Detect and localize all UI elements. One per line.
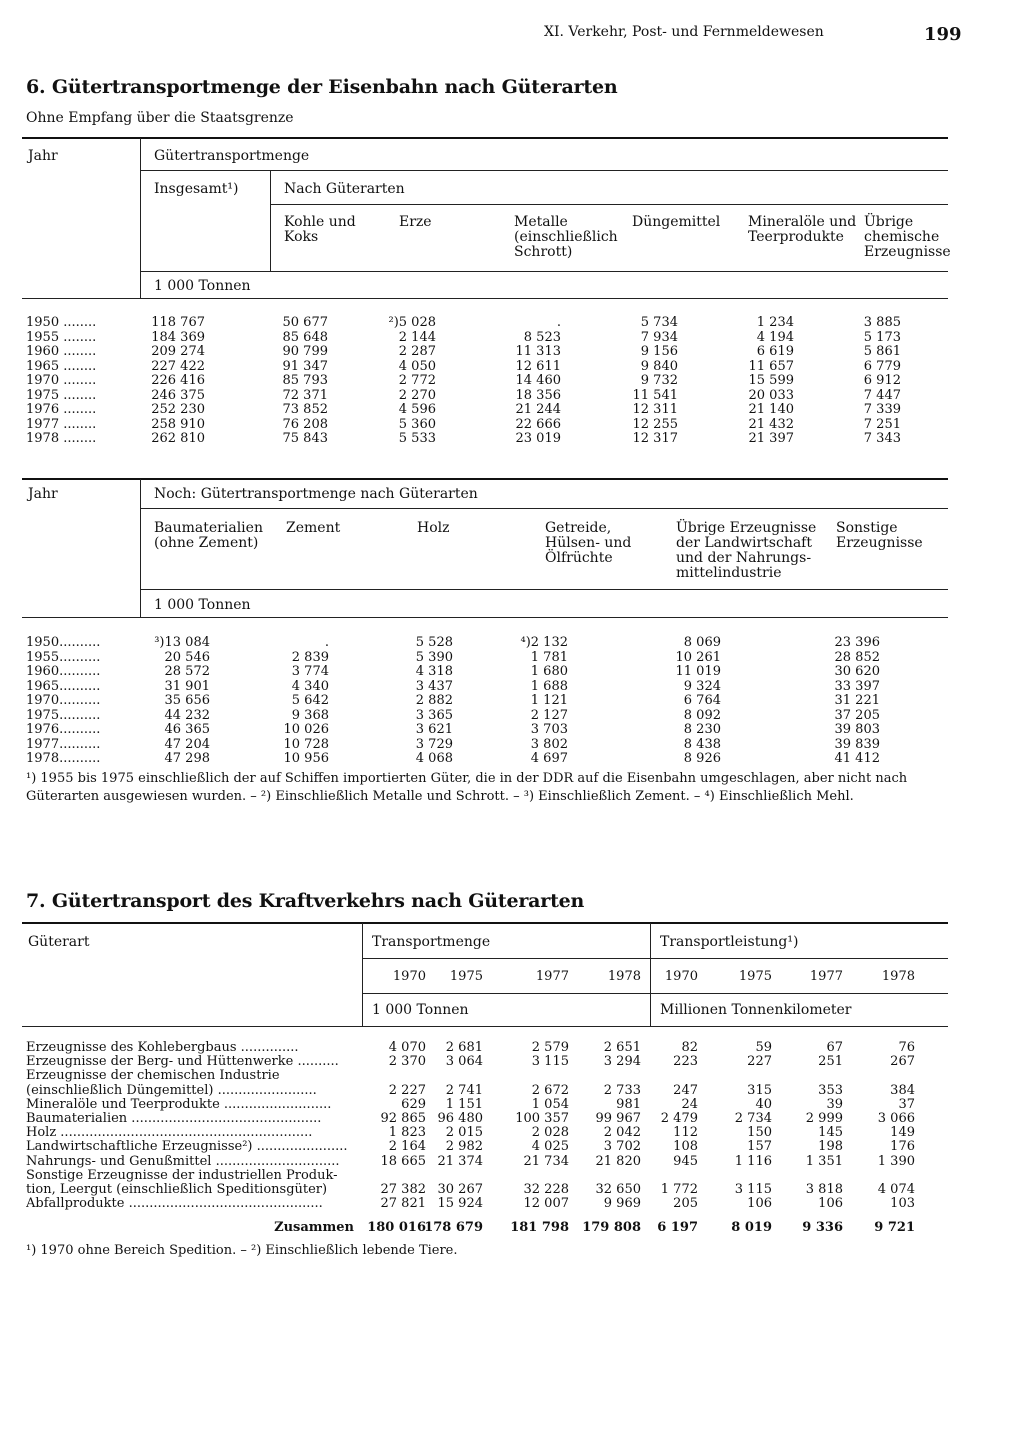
t7-cell: 59 bbox=[755, 1040, 772, 1055]
t6p1-vline2 bbox=[270, 171, 271, 272]
t7-cell: 198 bbox=[818, 1139, 843, 1155]
t7-row-label: Erzeugnisse des Kohlebergbaus .............. bbox=[26, 1041, 299, 1055]
t7-cell: 629 bbox=[401, 1096, 426, 1112]
t6p2-cell: 9 368 bbox=[291, 707, 329, 723]
t7-row-label: tion, Leergut (einschließlich Speditionsgüter) bbox=[26, 1183, 328, 1197]
t6p1-col-chemisch: Übrige chemische Erzeugnisse bbox=[864, 214, 951, 260]
t6p2-cell: 1 688 bbox=[530, 678, 568, 694]
t7-cell: 384 bbox=[890, 1082, 915, 1098]
t6p2-cell: 10 728 bbox=[283, 736, 329, 752]
t6p1-cell: 6 912 bbox=[863, 373, 901, 388]
t7-cell: 267 bbox=[890, 1054, 915, 1070]
t6p2-cell: 4 318 bbox=[415, 664, 453, 679]
t7-cell: 3 115 bbox=[734, 1182, 772, 1197]
t7-cell: 2 028 bbox=[531, 1125, 569, 1141]
t7-year-header: 1975 bbox=[449, 969, 483, 984]
t6p2-vline bbox=[140, 479, 141, 617]
t6p1-cell: 21 244 bbox=[515, 402, 561, 417]
t6p2-col-baumat: Baumaterialien (ohne Zement) bbox=[154, 520, 263, 551]
t7-cell: 2 479 bbox=[660, 1111, 698, 1126]
t6p1-cell: 85 648 bbox=[282, 329, 328, 345]
t6p2-col-zement: Zement bbox=[286, 520, 341, 536]
t7-unit2: Millionen Tonnenkilometer bbox=[660, 1002, 852, 1018]
t7-row-label: Mineralöle und Teerprodukte .......................... bbox=[26, 1097, 332, 1112]
t6p2-row-year: 1977.......... bbox=[26, 737, 101, 752]
t7-cell: 981 bbox=[616, 1096, 641, 1112]
t7-cell: 2 999 bbox=[805, 1111, 843, 1126]
t6p2-cell: 10 956 bbox=[283, 751, 329, 766]
t6p2-cell: 39 803 bbox=[834, 722, 880, 737]
t6p2-row-year: 1965.......... bbox=[26, 679, 101, 694]
t7-total-cell: 6 197 bbox=[657, 1220, 698, 1235]
t7-cell: 2 741 bbox=[445, 1082, 483, 1098]
t7-cell: 945 bbox=[673, 1153, 698, 1169]
t6p1-rule bbox=[141, 170, 948, 171]
t7-cell: 67 bbox=[826, 1040, 843, 1055]
t6p1-cell: 21 140 bbox=[748, 402, 794, 417]
t6p1-cell: 72 371 bbox=[282, 387, 328, 403]
t7-cell: 1 116 bbox=[734, 1153, 772, 1169]
t6p2-cell: ⁴)2 132 bbox=[520, 635, 568, 650]
t7-cell: 18 665 bbox=[380, 1153, 426, 1169]
t6p1-header-bottom-rule bbox=[22, 298, 948, 299]
t7-cell: 112 bbox=[673, 1125, 698, 1141]
t7-cell: 27 821 bbox=[380, 1196, 426, 1212]
t7-cell: 2 982 bbox=[445, 1139, 483, 1155]
t6p2-cell: 31 901 bbox=[164, 678, 210, 694]
t7-cell: 9 969 bbox=[603, 1196, 641, 1212]
t6p1-col-erze: Erze bbox=[399, 214, 432, 230]
t6p1-cell: 7 934 bbox=[640, 329, 678, 345]
t6p2-cell: 37 205 bbox=[834, 707, 880, 723]
t7-total-cell: 8 019 bbox=[731, 1220, 772, 1235]
t6p1-row-year: 1960 ........ bbox=[26, 345, 97, 359]
t7-total-cell: 180 016 bbox=[367, 1220, 426, 1235]
running-header: XI. Verkehr, Post- und Fernmeldewesen bbox=[544, 24, 824, 40]
page-number: 199 bbox=[924, 24, 962, 45]
t7-cell: 205 bbox=[673, 1196, 698, 1212]
t6p1-cell: 6 779 bbox=[863, 358, 901, 374]
t7-cell: 227 bbox=[747, 1054, 772, 1070]
t6p2-row-year: 1976.......... bbox=[26, 723, 101, 737]
t6p1-cell: 8 523 bbox=[523, 329, 561, 345]
t7-cell: 76 bbox=[898, 1040, 915, 1055]
t6p2-cell: 47 204 bbox=[164, 736, 210, 752]
t6p2-cell: 33 397 bbox=[834, 678, 880, 694]
t6p1-cell: 11 541 bbox=[632, 387, 678, 403]
t7-cell: 106 bbox=[747, 1196, 772, 1212]
t6p1-total-header: Insgesamt¹) bbox=[154, 181, 239, 197]
t6p2-cell: 9 324 bbox=[683, 678, 721, 694]
t7-unit1: 1 000 Tonnen bbox=[372, 1002, 469, 1018]
t6p2-cell: 1 121 bbox=[530, 693, 568, 708]
t6p2-cell: 5 528 bbox=[415, 635, 453, 650]
t6p2-cell: 46 365 bbox=[164, 722, 210, 737]
t6p1-rule3 bbox=[141, 271, 948, 272]
t7-cell: 12 007 bbox=[523, 1196, 569, 1212]
t7-cell: 150 bbox=[747, 1125, 772, 1141]
t6p1-cell: 15 599 bbox=[748, 373, 794, 388]
t6p2-cell: 31 221 bbox=[834, 693, 880, 708]
t7-cell: 15 924 bbox=[437, 1196, 483, 1212]
t6p2-cell: 3 621 bbox=[415, 722, 453, 737]
table6-title: 6. Gütertransportmenge der Eisenbahn nach Güterarten bbox=[26, 76, 618, 98]
t6p1-cell: 226 416 bbox=[151, 373, 205, 388]
t7-header-bottom-rule bbox=[22, 1026, 948, 1027]
t6p2-cell: . bbox=[324, 635, 329, 650]
t6p1-cell: 20 033 bbox=[748, 387, 794, 403]
t7-cell: 82 bbox=[681, 1040, 698, 1055]
t6p1-cell: 1 234 bbox=[756, 315, 794, 330]
t7-cell: 2 042 bbox=[603, 1125, 641, 1141]
t6p1-cell: 262 810 bbox=[151, 431, 205, 446]
t7-cell: 2 164 bbox=[388, 1139, 426, 1155]
t6p1-cell: 9 732 bbox=[640, 373, 678, 388]
t6p1-cell: 12 255 bbox=[632, 416, 678, 432]
t6p1-cell: 7 343 bbox=[863, 431, 901, 446]
t6p1-cell: 90 799 bbox=[282, 344, 328, 359]
t7-row-label: Abfallprodukte ............................................... bbox=[26, 1197, 323, 1212]
t7-cell: 2 227 bbox=[388, 1082, 426, 1098]
t7-cell: 21 374 bbox=[437, 1153, 483, 1169]
t6p2-unit: 1 000 Tonnen bbox=[154, 597, 251, 613]
t6p2-header-bottom-rule bbox=[22, 617, 948, 618]
t7-total-cell: 9 721 bbox=[874, 1220, 915, 1235]
t7-cell: 3 702 bbox=[603, 1139, 641, 1155]
t6p1-cell: 23 019 bbox=[515, 431, 561, 446]
table7-title: 7. Gütertransport des Kraftverkehrs nach Güterarten bbox=[26, 890, 585, 912]
t7-cell: 315 bbox=[747, 1082, 772, 1098]
t6p1-cell: 227 422 bbox=[151, 358, 205, 374]
table7-footnote: ¹) 1970 ohne Bereich Spedition. – ²) Einschließlich lebende Tiere. bbox=[26, 1243, 458, 1258]
t6p1-row-year: 1976 ........ bbox=[26, 403, 97, 417]
t7-year-header: 1978 bbox=[881, 969, 915, 984]
t6p2-cell: 10 261 bbox=[675, 649, 721, 665]
t6p2-cell: 20 546 bbox=[164, 649, 210, 665]
t7-cell: 1 823 bbox=[388, 1125, 426, 1141]
t6p1-cell: 18 356 bbox=[515, 387, 561, 403]
t6p2-cell: 8 069 bbox=[683, 635, 721, 650]
t7-row-label: Landwirtschaftliche Erzeugnisse²) ...................... bbox=[26, 1140, 348, 1155]
t7-cell: 149 bbox=[890, 1125, 915, 1141]
t6p2-col-sonstige: Sonstige Erzeugnisse bbox=[836, 520, 923, 551]
t6p2-cell: 39 839 bbox=[834, 736, 880, 752]
t6p2-cell: 5 642 bbox=[291, 693, 329, 708]
t6p1-cell: 5 734 bbox=[640, 315, 678, 330]
t7-cell: 1 151 bbox=[445, 1096, 483, 1112]
t6p1-row-year: 1970 ........ bbox=[26, 374, 97, 388]
t7-cell: 2 734 bbox=[734, 1111, 772, 1126]
t6p2-cell: 3 774 bbox=[291, 664, 329, 679]
t7-cell: 223 bbox=[673, 1054, 698, 1070]
t7-year-header: 1975 bbox=[738, 969, 772, 984]
t6p1-group-header: Gütertransportmenge bbox=[154, 148, 310, 164]
t6p1-cell: 76 208 bbox=[282, 416, 328, 432]
t6p1-col-mineraloel: Mineralöle und Teerprodukte bbox=[748, 214, 857, 245]
t7-year-header: 1977 bbox=[809, 969, 843, 984]
t6p2-rule2 bbox=[141, 589, 948, 590]
t6p2-jahr-header: Jahr bbox=[28, 486, 58, 502]
t7-cell: 145 bbox=[818, 1125, 843, 1141]
t6p1-cell: 91 347 bbox=[282, 358, 328, 374]
t6p2-row-year: 1970.......... bbox=[26, 694, 101, 708]
t7-cell: 2 015 bbox=[445, 1125, 483, 1141]
t7-cell: 100 357 bbox=[515, 1111, 569, 1126]
t6p1-cell: 12 311 bbox=[632, 402, 678, 417]
t6p2-cell: 5 390 bbox=[415, 649, 453, 665]
t6p2-cell: 3 802 bbox=[530, 736, 568, 752]
t7-cell: 96 480 bbox=[437, 1111, 483, 1126]
t6p2-cell: 8 926 bbox=[683, 751, 721, 766]
t7-cell: 21 734 bbox=[523, 1153, 569, 1169]
t7-cell: 99 967 bbox=[595, 1111, 641, 1126]
t7-cell: 247 bbox=[673, 1082, 698, 1098]
t7-row-label: (einschließlich Düngemittel) ........................ bbox=[26, 1083, 317, 1098]
t6p2-row-year: 1950.......... bbox=[26, 636, 101, 650]
t6p2-cell: ³)13 084 bbox=[154, 635, 210, 650]
t6p1-row-year: 1965 ........ bbox=[26, 359, 97, 374]
t6p1-col-metalle: Metalle (einschließlich Schrott) bbox=[514, 214, 618, 260]
t7-total-cell: 9 336 bbox=[802, 1220, 843, 1235]
t7-group1-header: Transportmenge bbox=[372, 934, 491, 950]
t6p2-cell: 3 365 bbox=[415, 707, 453, 723]
t7-cell: 2 651 bbox=[603, 1040, 641, 1055]
t7-cell: 3 115 bbox=[531, 1054, 569, 1070]
t6p2-cell: 4 068 bbox=[415, 751, 453, 766]
t6p1-cell: 11 657 bbox=[748, 358, 794, 374]
t6p1-cell: 5 533 bbox=[398, 431, 436, 446]
t7-year-header: 1977 bbox=[535, 969, 569, 984]
t7-cell: 24 bbox=[681, 1096, 698, 1112]
t6p2-row-year: 1955.......... bbox=[26, 650, 101, 665]
t6p1-row-year: 1955 ........ bbox=[26, 330, 97, 345]
t6p2-cell: 47 298 bbox=[164, 751, 210, 766]
t6p1-cell: 21 432 bbox=[748, 416, 794, 432]
t7-cell: 4 025 bbox=[531, 1139, 569, 1155]
t6p1-cell: 3 885 bbox=[863, 315, 901, 330]
t6p1-cell: 12 611 bbox=[515, 358, 561, 374]
t6p1-cell: 4 050 bbox=[398, 358, 436, 374]
t6p1-cell: 14 460 bbox=[515, 373, 561, 388]
t6p1-cell: 5 173 bbox=[863, 329, 901, 345]
t6p2-row-year: 1975.......... bbox=[26, 708, 101, 723]
t7-vline bbox=[362, 923, 363, 1027]
t7-cell: 108 bbox=[673, 1139, 698, 1155]
t6p1-jahr-header: Jahr bbox=[28, 148, 58, 164]
t7-total-cell: 181 798 bbox=[510, 1220, 569, 1235]
t7-cell: 1 054 bbox=[531, 1096, 569, 1112]
t6p1-cell: 11 313 bbox=[515, 344, 561, 359]
t7-cell: 32 228 bbox=[523, 1182, 569, 1197]
t6p1-cell: 12 317 bbox=[632, 431, 678, 446]
t7-cell: 176 bbox=[890, 1139, 915, 1155]
t6p1-subgroup-header: Nach Güterarten bbox=[284, 181, 405, 197]
t7-cell: 37 bbox=[898, 1096, 915, 1112]
t6p2-cell: 8 092 bbox=[683, 707, 721, 723]
t6p2-cell: 2 882 bbox=[415, 693, 453, 708]
t6p1-cell: 21 397 bbox=[748, 431, 794, 446]
t6p2-cell: 4 340 bbox=[291, 678, 329, 694]
t6p2-cell: 1 781 bbox=[530, 649, 568, 665]
t6p1-cell: . bbox=[556, 315, 561, 330]
t7-cell: 30 267 bbox=[437, 1182, 483, 1197]
t6p2-cell: 3 437 bbox=[415, 678, 453, 694]
t7-total-cell: 179 808 bbox=[582, 1220, 641, 1235]
t6p1-cell: 2 144 bbox=[398, 329, 436, 345]
t7-cell: 1 772 bbox=[660, 1182, 698, 1197]
table6-mid-rule bbox=[22, 478, 948, 480]
t7-cell: 3 066 bbox=[877, 1111, 915, 1126]
t6p2-cell: 35 656 bbox=[164, 693, 210, 708]
t6p1-cell: 246 375 bbox=[151, 387, 205, 403]
t7-cell: 27 382 bbox=[380, 1182, 426, 1197]
table7-top-rule bbox=[22, 922, 948, 924]
t7-cell: 3 294 bbox=[603, 1054, 641, 1070]
t7-cell: 353 bbox=[818, 1082, 843, 1098]
t7-cell: 2 733 bbox=[603, 1082, 641, 1098]
t7-cell: 3 064 bbox=[445, 1054, 483, 1070]
table6-subtitle: Ohne Empfang über die Staatsgrenze bbox=[26, 110, 294, 126]
t6p1-cell: 85 793 bbox=[282, 373, 328, 388]
t6p2-cell: 2 839 bbox=[291, 649, 329, 665]
t7-cell: 3 818 bbox=[805, 1182, 843, 1197]
t6p1-cell: 22 666 bbox=[515, 416, 561, 432]
t7-cell: 1 390 bbox=[877, 1153, 915, 1169]
t6p2-cell: 6 764 bbox=[683, 693, 721, 708]
t6p1-row-year: 1978 ........ bbox=[26, 432, 97, 446]
t6p1-rule2 bbox=[271, 204, 948, 205]
t6p2-cell: 41 412 bbox=[834, 751, 880, 766]
t6p1-cell: 7 339 bbox=[863, 402, 901, 417]
t7-row-label: Baumaterialien .............................................. bbox=[26, 1112, 322, 1126]
t6p1-cell: 7 251 bbox=[863, 416, 901, 432]
t6p2-cell: 3 729 bbox=[415, 736, 453, 752]
t7-cell: 1 351 bbox=[805, 1153, 843, 1169]
t6p2-cell: 8 438 bbox=[683, 736, 721, 752]
t6p2-rule bbox=[141, 508, 948, 509]
t6p1-cell: 4 194 bbox=[756, 329, 794, 345]
t7-cell: 2 579 bbox=[531, 1040, 569, 1055]
t6p2-row-year: 1960.......... bbox=[26, 665, 101, 679]
t6p2-cell: 2 127 bbox=[530, 707, 568, 723]
t6p1-col-kohle: Kohle und Koks bbox=[284, 214, 356, 245]
t7-cell: 21 820 bbox=[595, 1153, 641, 1169]
t7-cell: 157 bbox=[747, 1139, 772, 1155]
t6p2-col-uebrige: Übrige Erzeugnisse der Landwirtschaft und der Nahrungs- mittelindustrie bbox=[676, 520, 817, 581]
t7-cell: 2 370 bbox=[388, 1054, 426, 1070]
t6p1-row-year: 1975 ........ bbox=[26, 388, 97, 403]
t6p2-cell: 4 697 bbox=[530, 751, 568, 766]
t6p2-col-holz: Holz bbox=[417, 520, 450, 536]
t6p2-row-year: 1978.......... bbox=[26, 752, 101, 766]
t7-year-header: 1970 bbox=[664, 969, 698, 984]
t6p1-unit: 1 000 Tonnen bbox=[154, 278, 251, 294]
table6-top-rule bbox=[22, 137, 948, 139]
t6p1-cell: 209 274 bbox=[151, 344, 205, 359]
t7-total-cell: 178 679 bbox=[424, 1220, 483, 1235]
t7-row-label: Erzeugnisse der Berg- und Hüttenwerke .......... bbox=[26, 1055, 339, 1070]
t6p1-cell: 7 447 bbox=[863, 387, 901, 403]
t7-cell: 4 074 bbox=[877, 1182, 915, 1197]
t6p2-cell: 10 026 bbox=[283, 722, 329, 737]
t7-year-header: 1978 bbox=[607, 969, 641, 984]
t6p1-cell: 9 840 bbox=[640, 358, 678, 374]
t6p2-col-getreide: Getreide, Hülsen- und Ölfrüchte bbox=[545, 520, 632, 566]
t6p1-cell: 252 230 bbox=[151, 402, 205, 417]
t6p1-cell: 9 156 bbox=[640, 344, 678, 359]
t6p1-cell: 2 270 bbox=[398, 387, 436, 403]
table6-footnote-2: Güterarten ausgewiesen wurden. – ²) Einschließlich Metalle und Schrott. – ³) Einschließlich Zement. – ⁴) Einschließlich Mehl. bbox=[26, 789, 854, 804]
t7-cell: 40 bbox=[755, 1096, 772, 1112]
t6p2-cell: 3 703 bbox=[530, 722, 568, 737]
t6p2-group-header: Noch: Gütertransportmenge nach Güterarten bbox=[154, 486, 478, 502]
t6p2-cell: 28 852 bbox=[834, 649, 880, 665]
t6p1-row-year: 1950 ........ bbox=[26, 316, 97, 330]
t7-year-header: 1970 bbox=[392, 969, 426, 984]
t6p1-vline bbox=[140, 138, 141, 298]
t6p1-row-year: 1977 ........ bbox=[26, 417, 97, 432]
t6p2-cell: 8 230 bbox=[683, 722, 721, 737]
t6p1-cell: ²)5 028 bbox=[388, 315, 436, 330]
t6p1-cell: 6 619 bbox=[756, 344, 794, 359]
t7-cell: 103 bbox=[890, 1196, 915, 1212]
t6p1-cell: 118 767 bbox=[151, 315, 205, 330]
t7-total-label: Zusammen bbox=[274, 1220, 354, 1235]
t7-row-label: Sonstige Erzeugnisse der industriellen Produk- bbox=[26, 1168, 338, 1183]
t6p1-cell: 73 852 bbox=[282, 402, 328, 417]
t6p1-cell: 50 677 bbox=[282, 315, 328, 330]
t7-cell: 251 bbox=[818, 1054, 843, 1070]
t6p2-cell: 23 396 bbox=[834, 635, 880, 650]
t6p1-cell: 75 843 bbox=[282, 431, 328, 446]
t7-group2-header: Transportleistung¹) bbox=[660, 934, 799, 950]
t7-cell: 2 672 bbox=[531, 1082, 569, 1098]
t6p1-cell: 2 772 bbox=[398, 373, 436, 388]
t7-row-label: Erzeugnisse der chemischen Industrie bbox=[26, 1069, 280, 1084]
t6p2-cell: 28 572 bbox=[164, 664, 210, 679]
t7-rule2 bbox=[363, 993, 948, 994]
t6p2-cell: 1 680 bbox=[530, 664, 568, 679]
t6p1-cell: 258 910 bbox=[151, 416, 205, 432]
t6p1-cell: 2 287 bbox=[398, 344, 436, 359]
t7-rule bbox=[363, 958, 948, 959]
t7-cell: 4 070 bbox=[388, 1040, 426, 1055]
t6p1-cell: 5 861 bbox=[863, 344, 901, 359]
table6-footnote-1: ¹) 1955 bis 1975 einschließlich der auf Schiffen importierten Güter, die in der DDR auf die Eisenbahn umgeschlagen, aber nicht nach bbox=[26, 771, 908, 786]
t6p1-col-duenge: Düngemittel bbox=[632, 214, 721, 230]
t6p2-cell: 30 620 bbox=[834, 664, 880, 679]
t6p1-cell: 4 596 bbox=[398, 402, 436, 417]
t7-row-label: Holz ............................................................. bbox=[26, 1126, 313, 1141]
t7-cell: 32 650 bbox=[595, 1182, 641, 1197]
t7-col-label-header: Güterart bbox=[28, 934, 90, 950]
t6p1-cell: 184 369 bbox=[151, 329, 205, 345]
t7-cell: 2 681 bbox=[445, 1040, 483, 1055]
t7-row-label: Nahrungs- und Genußmittel .............................. bbox=[26, 1154, 340, 1169]
t6p2-cell: 11 019 bbox=[675, 664, 721, 679]
t7-cell: 92 865 bbox=[380, 1111, 426, 1126]
t6p1-cell: 5 360 bbox=[398, 416, 436, 432]
t7-cell: 106 bbox=[818, 1196, 843, 1212]
t7-cell: 39 bbox=[826, 1096, 843, 1112]
t6p2-cell: 44 232 bbox=[164, 707, 210, 723]
